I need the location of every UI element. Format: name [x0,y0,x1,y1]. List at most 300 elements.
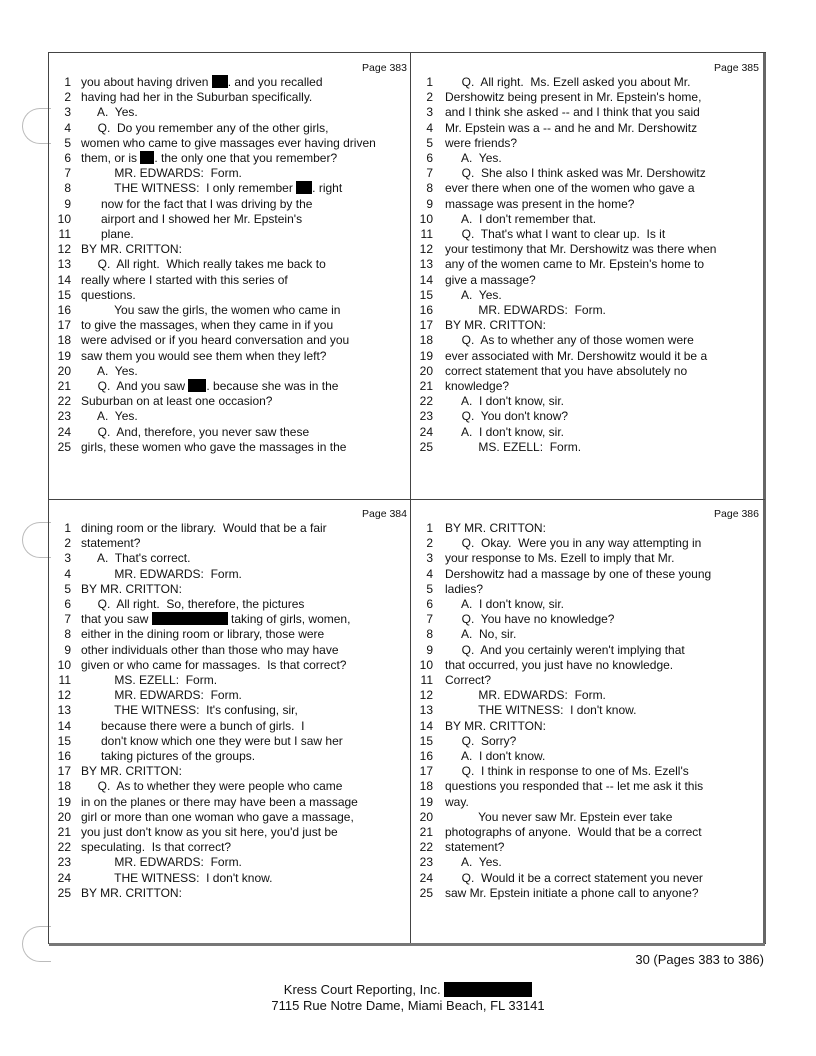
line-text [445,90,701,105]
transcript-line [49,303,410,318]
line-number: 24 [419,870,433,885]
line-text [81,810,354,825]
line-text [81,349,326,364]
line-number: 2 [64,90,71,105]
text-run: questions. [81,287,136,302]
text-run: Q. I think in response to one of Ms. Ezell's [445,764,689,779]
text-run: Q. All right. Ms. Ezell asked you about Mr. [445,75,691,89]
line-number: 25 [419,885,433,900]
text-run: . the only one that you remember? [154,151,338,165]
line-text [81,288,136,303]
transcript-line [411,658,763,673]
transcript-line [49,810,410,825]
line-number: 6 [426,597,433,611]
text-run: THE WITNESS: It's confusing, sir, [81,703,298,718]
line-number: 15 [419,287,433,302]
text-run: BY MR. CRITTON: [81,885,182,900]
text-run: taking of girls, women, [227,612,351,627]
text-run: you just don't know as you sit here, you'd just be [81,825,338,839]
transcript-line [49,379,410,394]
text-run: MR. EDWARDS: Form. [445,303,606,317]
transcript-line [49,105,410,120]
text-run: A. No, sir. [445,627,517,642]
text-run: airport and I showed her Mr. Epstein's [81,211,303,226]
line-text [445,749,545,764]
transcript-line [49,121,410,136]
transcript-page-386 [411,507,763,943]
line-text [81,90,312,105]
transcript-line [49,151,410,166]
line-text [445,349,707,364]
transcript-line [411,567,763,582]
transcript-line [49,795,410,810]
line-number: 11 [420,227,433,241]
text-run: THE WITNESS: I only remember [81,181,297,196]
transcript-line [411,612,763,627]
line-text [81,719,304,734]
line-text [445,734,516,749]
line-number: 17 [419,764,433,779]
page-range-label: 30 (Pages 383 to 386) [635,952,764,967]
text-run: A. That's correct. [81,551,191,566]
line-number: 8 [426,627,433,642]
line-text [81,536,140,551]
line-text [445,75,690,90]
transcript-line [49,536,410,551]
line-number: 10 [419,657,433,672]
line-text [445,688,606,703]
redaction-bar [444,982,532,997]
line-text [81,181,342,196]
transcript-line [411,318,763,333]
transcript-line [49,409,410,424]
line-number: 11 [420,673,433,687]
line-number: 23 [57,855,71,870]
line-text [81,409,138,424]
line-number: 23 [57,409,71,424]
line-number: 21 [419,379,433,393]
text-run: Q. Sorry? [445,733,517,748]
text-run: way. [445,794,469,809]
transcript-line [411,409,763,424]
text-run: MR. EDWARDS: Form. [81,855,242,870]
redaction-bar [140,151,154,164]
transcript-line [49,136,410,151]
text-run: Dershowitz being present in Mr. Epstein's home, [445,90,702,105]
line-text [81,121,328,136]
text-run: Q. Do you remember any of the other girls, [81,120,329,135]
text-run: plane. [81,227,134,241]
text-run: don't know which one they were but I saw her [81,733,343,748]
text-run: Mr. Epstein was a -- and he and Mr. Dershowitz [445,120,698,135]
line-number: 14 [419,718,433,733]
transcript-line [411,440,763,455]
line-text [81,303,340,318]
line-number: 23 [419,409,433,424]
transcript-line [49,840,410,855]
line-text [445,151,502,166]
line-text [81,166,242,181]
text-run: MS. EZELL: Form. [81,673,218,687]
line-number: 5 [64,135,71,150]
text-run: your response to Ms. Ezell to imply that Mr. [445,551,675,566]
line-number: 10 [419,211,433,226]
text-run: correct statement that you have absolutely no [445,363,688,378]
line-text [445,105,700,120]
page-title: Page 385 [714,62,759,74]
line-text [81,795,358,810]
text-run: MS. EZELL: Form. [445,439,582,454]
page-title: Page 384 [362,508,407,520]
text-run: A. Yes. [81,409,138,424]
text-run: THE WITNESS: I don't know. [81,870,273,885]
line-text [81,582,182,597]
transcript-line [411,425,763,440]
transcript-line [49,349,410,364]
line-text [81,333,349,348]
line-number: 9 [426,642,433,657]
line-text [81,612,350,627]
text-run: A. I don't know. [445,749,546,763]
line-number: 22 [57,840,71,855]
line-text [445,810,672,825]
transcript-line [49,166,410,181]
line-number: 1 [426,75,433,89]
line-text [81,197,312,212]
text-run: statement? [81,536,141,551]
line-text [81,703,298,718]
line-number: 5 [64,581,71,596]
text-run: Dershowitz had a massage by one of these young [445,566,712,581]
text-run: photographs of anyone. Would that be a correct [445,825,702,839]
right-edge-shadow [763,53,766,943]
punch-hole [22,926,51,962]
text-run: Q. And, therefore, you never saw these [81,424,310,439]
transcript-line [411,166,763,181]
line-text [445,136,517,151]
line-number: 17 [57,764,71,779]
transcript-line [411,242,763,257]
text-run: Q. You don't know? [445,409,569,424]
text-run: BY MR. CRITTON: [445,318,546,333]
line-number: 4 [426,566,433,581]
line-text [445,779,703,794]
line-number: 11 [58,227,71,241]
transcript-line [49,257,410,272]
text-run: to give the massages, when they came in if you [81,318,334,333]
text-run: speculating. Is that correct? [81,840,232,855]
line-number: 17 [419,318,433,333]
redaction-bar [212,75,228,88]
text-run: . and you recalled [227,75,323,89]
line-text [81,658,346,673]
transcript-line [411,379,763,394]
line-text [445,536,701,551]
line-text [445,303,606,318]
line-number: 10 [57,211,71,226]
transcript-line [49,288,410,303]
text-run: Q. And you saw [81,379,189,393]
line-text [81,273,288,288]
line-number: 20 [57,363,71,378]
company-address: 7115 Rue Notre Dame, Miami Beach, FL 33141 [271,998,545,1013]
line-number: 7 [426,612,433,627]
text-run: MR. EDWARDS: Form. [81,566,242,581]
line-number: 21 [419,825,433,839]
transcript-line [411,795,763,810]
text-run: other individuals other than those who may have [81,642,339,657]
line-text [81,257,326,272]
transcript-line [411,75,763,90]
text-run: BY MR. CRITTON: [81,581,182,596]
line-number: 15 [57,733,71,748]
line-number: 12 [419,242,433,257]
transcript-line [49,521,410,536]
text-run: give a massage? [445,272,536,287]
line-number: 24 [419,424,433,439]
line-number: 21 [57,825,71,839]
text-run: BY MR. CRITTON: [81,764,182,779]
text-run: A. I don't remember that. [445,211,597,226]
transcript-line [49,90,410,105]
text-run: saw them you would see them when they left? [81,348,327,363]
text-run: Q. As to whether any of those women were [445,333,694,348]
line-text [445,612,614,627]
line-number: 7 [64,612,71,627]
text-run: Q. All right. So, therefore, the pictures [81,597,305,611]
transcript-line [49,318,410,333]
transcript-line [49,333,410,348]
text-run: were friends? [445,135,518,150]
line-number: 3 [64,551,71,566]
text-run: ever associated with Mr. Dershowitz would it be a [445,348,708,363]
transcript-line [49,273,410,288]
line-number: 13 [419,703,433,718]
line-number: 12 [57,688,71,703]
line-text [445,855,502,870]
transcript-line [49,242,410,257]
transcript-line [411,643,763,658]
transcript-line [49,181,410,196]
text-run: ladies? [445,581,484,596]
transcript-line [411,521,763,536]
line-number: 22 [419,394,433,409]
line-text [445,582,483,597]
transcript-line [411,394,763,409]
transcript-line [411,333,763,348]
transcript-line [49,197,410,212]
line-number: 12 [419,688,433,703]
text-run: now for the fact that I was driving by the [81,196,313,211]
text-run: given or who came for massages. Is that correct? [81,657,347,672]
line-text [81,151,337,166]
line-text [445,840,504,855]
text-run: dining room or the library. Would that be a fair [81,521,327,535]
line-text [81,425,309,440]
line-text [81,855,242,870]
line-number: 14 [57,718,71,733]
transcript-line [49,673,410,688]
text-run: A. Yes. [445,151,502,165]
transcript-line [411,855,763,870]
line-number: 13 [419,257,433,272]
line-number: 6 [426,151,433,165]
line-text [445,703,636,718]
line-text [81,643,339,658]
line-text [81,673,217,688]
transcript-line [411,703,763,718]
transcript-line [411,825,763,840]
line-text [81,227,134,242]
text-run: A. Yes. [445,855,502,870]
line-number: 8 [64,181,71,196]
transcript-line [411,227,763,242]
line-number: 25 [57,885,71,900]
line-number: 3 [64,105,71,120]
line-number: 19 [57,794,71,809]
text-run: ever there when one of the women who gave a [445,181,695,196]
line-number: 17 [57,318,71,333]
line-number: 13 [57,703,71,718]
line-number: 14 [419,272,433,287]
reporter-footer [0,982,816,1014]
line-text [445,197,634,212]
transcript-line [411,764,763,779]
text-run: . right [312,181,343,196]
line-number: 19 [57,348,71,363]
text-run: statement? [445,840,505,855]
line-number: 12 [57,242,71,257]
line-text [81,597,304,612]
line-number: 24 [57,424,71,439]
line-text [445,333,694,348]
punch-hole [22,522,51,558]
line-text [445,643,685,658]
text-run: taking pictures of the groups. [81,749,256,763]
text-run: Q. All right. Which really takes me back to [81,257,326,272]
text-run: Q. You have no knowledge? [445,612,615,627]
transcript-line [49,440,410,455]
transcript-line [411,121,763,136]
line-text [445,719,546,734]
transcript-line [49,394,410,409]
line-number: 16 [419,749,433,763]
text-run: BY MR. CRITTON: [445,521,546,535]
transcript-line [411,779,763,794]
transcript-line [411,197,763,212]
line-number: 24 [57,870,71,885]
text-run: Q. She also I think asked was Mr. Dershowitz [445,166,706,181]
line-text [81,871,272,886]
text-run: that you saw [81,612,152,627]
transcript-line [49,749,410,764]
text-run: Correct? [445,673,492,687]
transcript-line [411,749,763,764]
line-number: 2 [426,90,433,105]
text-run: Q. Okay. Were you in any way attempting in [445,536,702,551]
line-number: 9 [426,196,433,211]
text-run: Q. Would it be a correct statement you never [445,870,703,885]
line-text [81,734,343,749]
text-run: knowledge? [445,379,510,393]
line-number: 1 [64,521,71,535]
line-number: 14 [57,272,71,287]
line-text [81,627,324,642]
line-number: 22 [57,394,71,409]
text-run: BY MR. CRITTON: [81,242,182,257]
transcript-page-384 [49,507,410,943]
text-run: women who came to give massages ever having driven [81,135,376,150]
line-text [445,379,509,394]
transcript-line [411,840,763,855]
text-run: You never saw Mr. Epstein ever take [445,809,673,824]
line-text [445,886,699,901]
line-number: 1 [426,521,433,535]
line-number: 9 [64,196,71,211]
line-number: 16 [57,749,71,763]
line-number: 18 [419,779,433,794]
transcript-line [49,871,410,886]
line-text [81,364,138,379]
transcript-sheet [48,52,766,944]
line-number: 23 [419,855,433,870]
page-title: Page 386 [714,508,759,520]
punch-hole [22,108,51,144]
line-text [81,136,376,151]
transcript-line [49,212,410,227]
text-run: girl or more than one woman who gave a massage, [81,809,354,824]
text-run: MR. EDWARDS: Form. [445,688,606,703]
line-text [445,440,581,455]
text-run: really where I started with this series of [81,272,288,287]
text-run: THE WITNESS: I don't know. [445,703,637,718]
transcript-line [411,136,763,151]
redaction-bar [152,612,228,625]
line-number: 10 [57,657,71,672]
company-line [0,982,816,998]
text-run: Q. And you certainly weren't implying that [445,642,685,657]
transcript-line [49,779,410,794]
text-run: . because she was in the [206,379,339,393]
transcript-line [49,658,410,673]
transcript-line [49,364,410,379]
text-run: BY MR. CRITTON: [445,718,546,733]
line-text [445,627,516,642]
redaction-bar [188,379,206,392]
line-text [445,871,703,886]
line-number: 4 [64,120,71,135]
line-number: 21 [57,379,71,393]
line-text [445,288,502,303]
transcript-page-383 [49,61,410,497]
line-number: 20 [57,809,71,824]
text-run: A. Yes. [81,105,138,120]
transcript-line [411,597,763,612]
text-run: either in the dining room or library, those were [81,627,325,642]
line-text [445,425,564,440]
text-run: A. Yes. [81,363,138,378]
line-text [445,409,568,424]
line-number: 20 [419,363,433,378]
text-run: and I think she asked -- and I think that you said [445,105,700,120]
line-text [81,749,255,764]
transcript-line [49,597,410,612]
transcript-line [411,871,763,886]
line-number: 25 [419,439,433,454]
line-number: 11 [58,673,71,687]
line-number: 6 [64,151,71,165]
line-text [445,273,536,288]
